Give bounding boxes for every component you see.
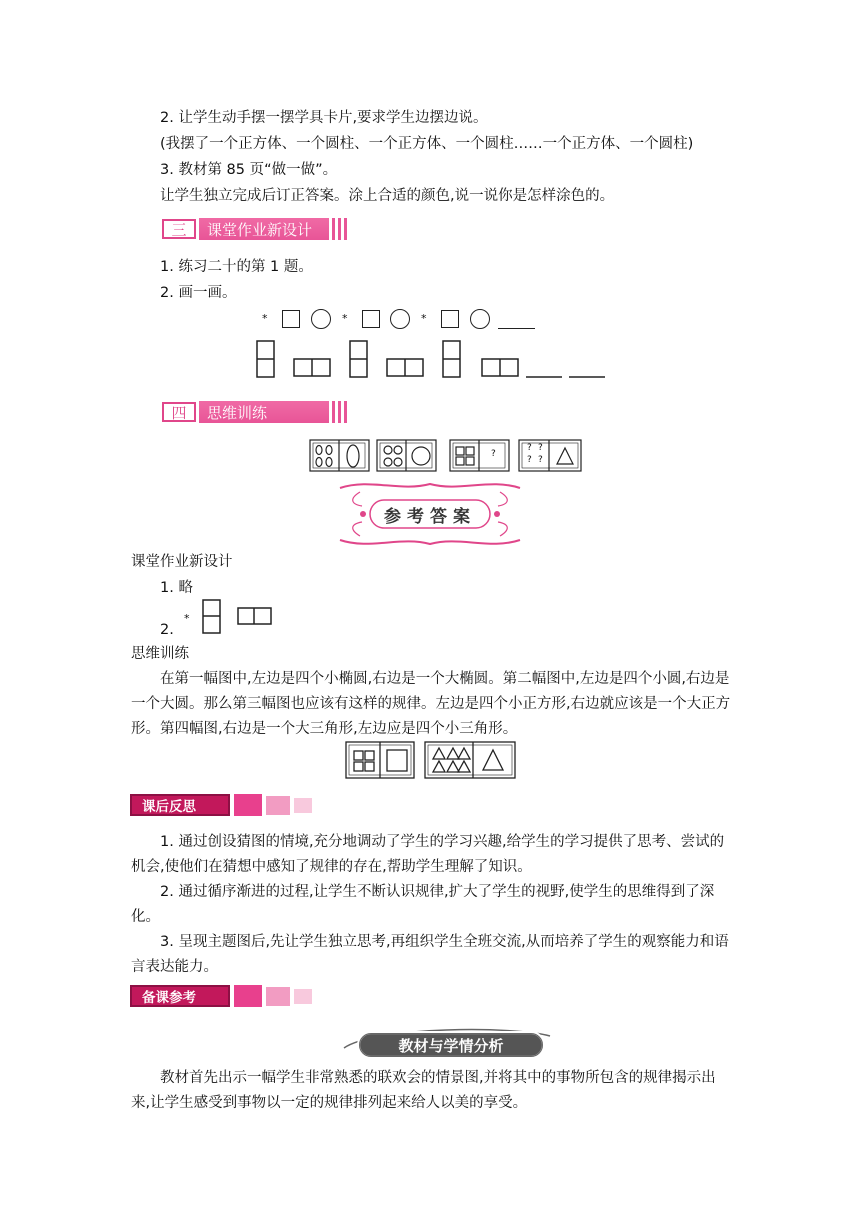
decorative-block	[294, 989, 312, 1004]
question-mark: ?	[538, 443, 543, 453]
decorative-block	[294, 798, 312, 813]
answers-heading: 课堂作业新设计	[131, 554, 233, 570]
answer-blank	[498, 328, 535, 329]
circle-shape	[390, 309, 410, 329]
circle-shape	[470, 309, 490, 329]
tag-label: 课后反思	[130, 794, 230, 816]
text-line: 让学生独立完成后订正答案。涂上合适的颜色,说一说你是怎样涂色的。	[160, 188, 615, 204]
answer-puzzle-figure	[345, 740, 517, 780]
section-header-homework	[162, 218, 350, 240]
analysis-paragraph: 教材首先出示一幅学生非常熟悉的联欢会的情景图,并将其中的事物所包含的规律揭示出来,让学生感受到事物以一定的规律排列起来给人以美的享受。	[131, 1070, 716, 1111]
reflection-paragraph: 3. 呈现主题图后,先让学生独立思考,再组织学生全班交流,从而培养了学生的观察能力和语言表达能力。	[131, 934, 729, 975]
question-mark: ?	[527, 455, 532, 465]
answers-banner-title: 参考答案	[384, 507, 476, 527]
decorative-block	[266, 987, 290, 1006]
answer-item: 1. 略	[160, 580, 193, 596]
reflection-paragraph: 1. 通过创设猜图的情境,充分地调动了学生的学习兴趣,给学生的学习提供了思考、尝试的机会,使他们在猜想中感知了规律的存在,帮助学生理解了知识。	[131, 834, 725, 875]
square-shape	[282, 310, 300, 328]
section-number: 三	[162, 219, 196, 239]
section-tag-reflection	[130, 794, 312, 816]
text-line: 3. 教材第 85 页“做一做”。	[160, 162, 338, 178]
decorative-ticks	[332, 401, 350, 423]
pattern-row-rectangles	[254, 340, 614, 382]
star-mark: *	[184, 612, 190, 625]
reflection-paragraph: 2. 通过循序渐进的过程,让学生不断认识规律,扩大了学生的视野,使学生的思维得到了深化。	[131, 884, 715, 925]
answer-item: 2.	[160, 622, 174, 638]
question-mark: ?	[527, 443, 532, 453]
decorative-block	[234, 794, 262, 816]
tag-label: 备课参考	[130, 985, 230, 1007]
answers-heading: 思维训练	[131, 646, 189, 662]
question-mark: ?	[491, 449, 496, 459]
list-item: 2. 画一画。	[160, 285, 237, 301]
star-mark: *	[262, 312, 268, 325]
list-item: 1. 练习二十的第 1 题。	[160, 259, 313, 275]
text-line: (我摆了一个正方体、一个圆柱、一个正方体、一个圆柱……一个正方体、一个圆柱)	[160, 136, 694, 152]
question-mark: ?	[538, 455, 543, 465]
square-shape	[441, 310, 459, 328]
star-mark: *	[342, 312, 348, 325]
decorative-ticks	[332, 218, 350, 240]
section-title: 思维训练	[199, 401, 329, 423]
section-title: 课堂作业新设计	[199, 218, 329, 240]
decorative-block	[266, 796, 290, 815]
text-line: 2. 让学生动手摆一摆学具卡片,要求学生边摆边说。	[160, 110, 488, 126]
section-number: 四	[162, 402, 196, 422]
answer-drawing	[202, 599, 274, 635]
thinking-puzzle-figure	[309, 438, 585, 474]
section-tag-prep	[130, 985, 312, 1007]
square-shape	[362, 310, 380, 328]
section-header-thinking	[162, 401, 350, 423]
decorative-block	[234, 985, 262, 1007]
answer-explanation: 在第一幅图中,左边是四个小椭圆,右边是一个大椭圆。第二幅图中,左边是四个小圆,右边是一个大圆。那么第三幅图也应该有这样的规律。左边是四个小正方形,右边就应该是一个大正方形。第四幅图,右边是一个大三角形,左边应是四个小三角形。	[131, 671, 731, 737]
analysis-banner-title: 教材与学情分析	[398, 1037, 504, 1055]
circle-shape	[311, 309, 331, 329]
star-mark: *	[421, 312, 427, 325]
